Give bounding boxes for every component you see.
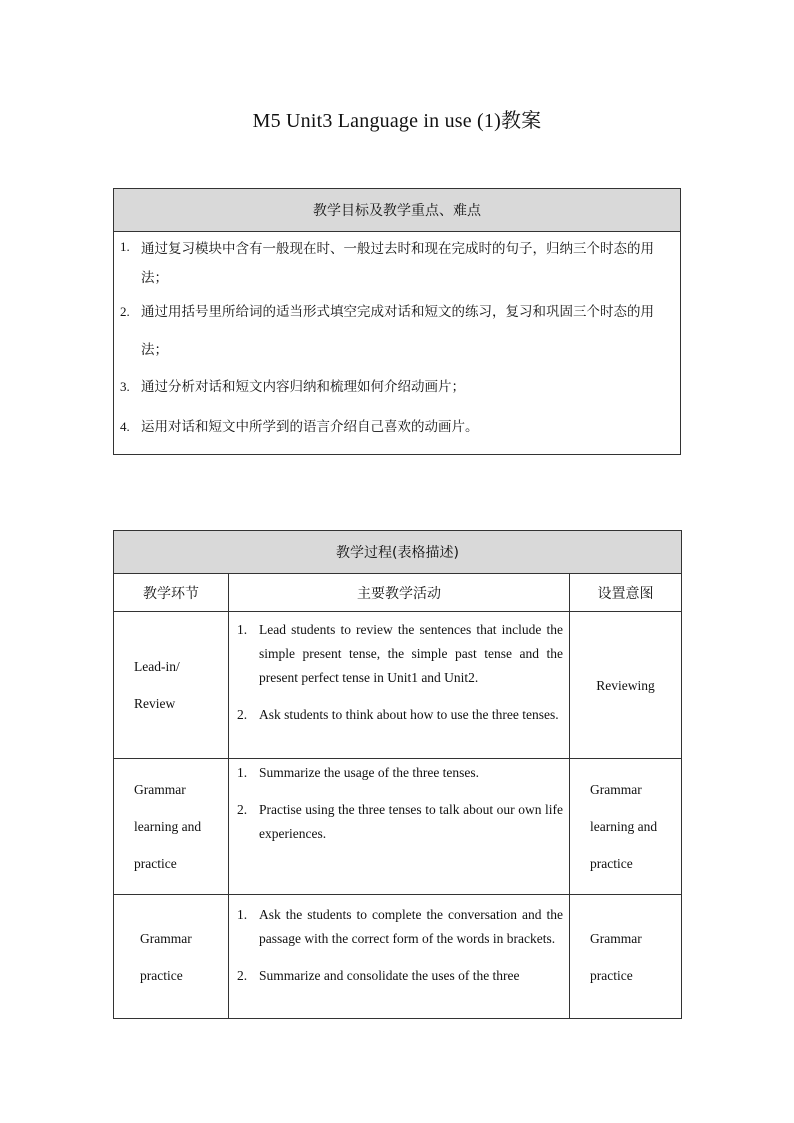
intent-cell: Grammar learning and practice	[570, 759, 682, 895]
activities-cell	[229, 612, 570, 759]
objectives-table	[113, 188, 681, 455]
activities-cell	[229, 895, 570, 1019]
objective-item: 2. 通过用括号里所给词的适当形式填空完成对话和短文的练习，复习和巩固三个时态的用法；	[120, 304, 654, 358]
intent-cell: Reviewing	[570, 612, 682, 759]
objectives-body	[114, 232, 681, 455]
stage-cell: Lead-in/ Review	[114, 612, 229, 759]
column-header-activities: 主要教学活动	[229, 574, 570, 612]
objectives-list	[120, 232, 674, 449]
intent-cell: Grammar practice	[570, 895, 682, 1019]
column-header-intent: 设置意图	[570, 574, 682, 612]
page-title: M5 Unit3 Language in use (1)教案	[252, 110, 542, 132]
column-header-stage: 教学环节	[114, 574, 229, 612]
objective-item: 4. 运用对话和短文中所学到的语言介绍自己喜欢的动画片。	[120, 419, 479, 435]
stage-cell: Grammar learning and practice	[114, 759, 229, 895]
objective-item: 3. 通过分析对话和短文内容归纳和梳理如何介绍动画片；	[120, 379, 465, 395]
activity-item: 2. Practise using the three tenses to talk about our own life experiences.	[237, 802, 563, 841]
activity-item: 2. Ask students to think about how to use the three tenses.	[237, 707, 559, 722]
objectives-header: 教学目标及教学重点、难点	[114, 189, 681, 232]
activity-item: 2. Summarize and consolidate the uses of the three	[237, 968, 520, 983]
activity-item: 1. Summarize the usage of the three tenses.	[237, 765, 480, 780]
table-row	[114, 612, 682, 759]
table-row	[114, 759, 682, 895]
objective-item: 1. 通过复习模块中含有一般现在时、一般过去时和现在完成时的句子，归纳三个时态的用法；	[120, 239, 654, 286]
activity-item: 1. Lead students to review the sentences that include the simple present tense, the simple past tense and the present perfect tense in Unit1 and Unit2.	[237, 622, 563, 685]
table-row	[114, 895, 682, 1019]
process-header: 教学过程(表格描述)	[114, 531, 682, 574]
stage-cell: Grammar practice	[114, 895, 229, 1019]
activities-cell	[229, 759, 570, 895]
process-table	[113, 530, 682, 1019]
activity-item: 1. Ask the students to complete the conversation and the passage with the correct form of the words in brackets.	[237, 907, 563, 946]
